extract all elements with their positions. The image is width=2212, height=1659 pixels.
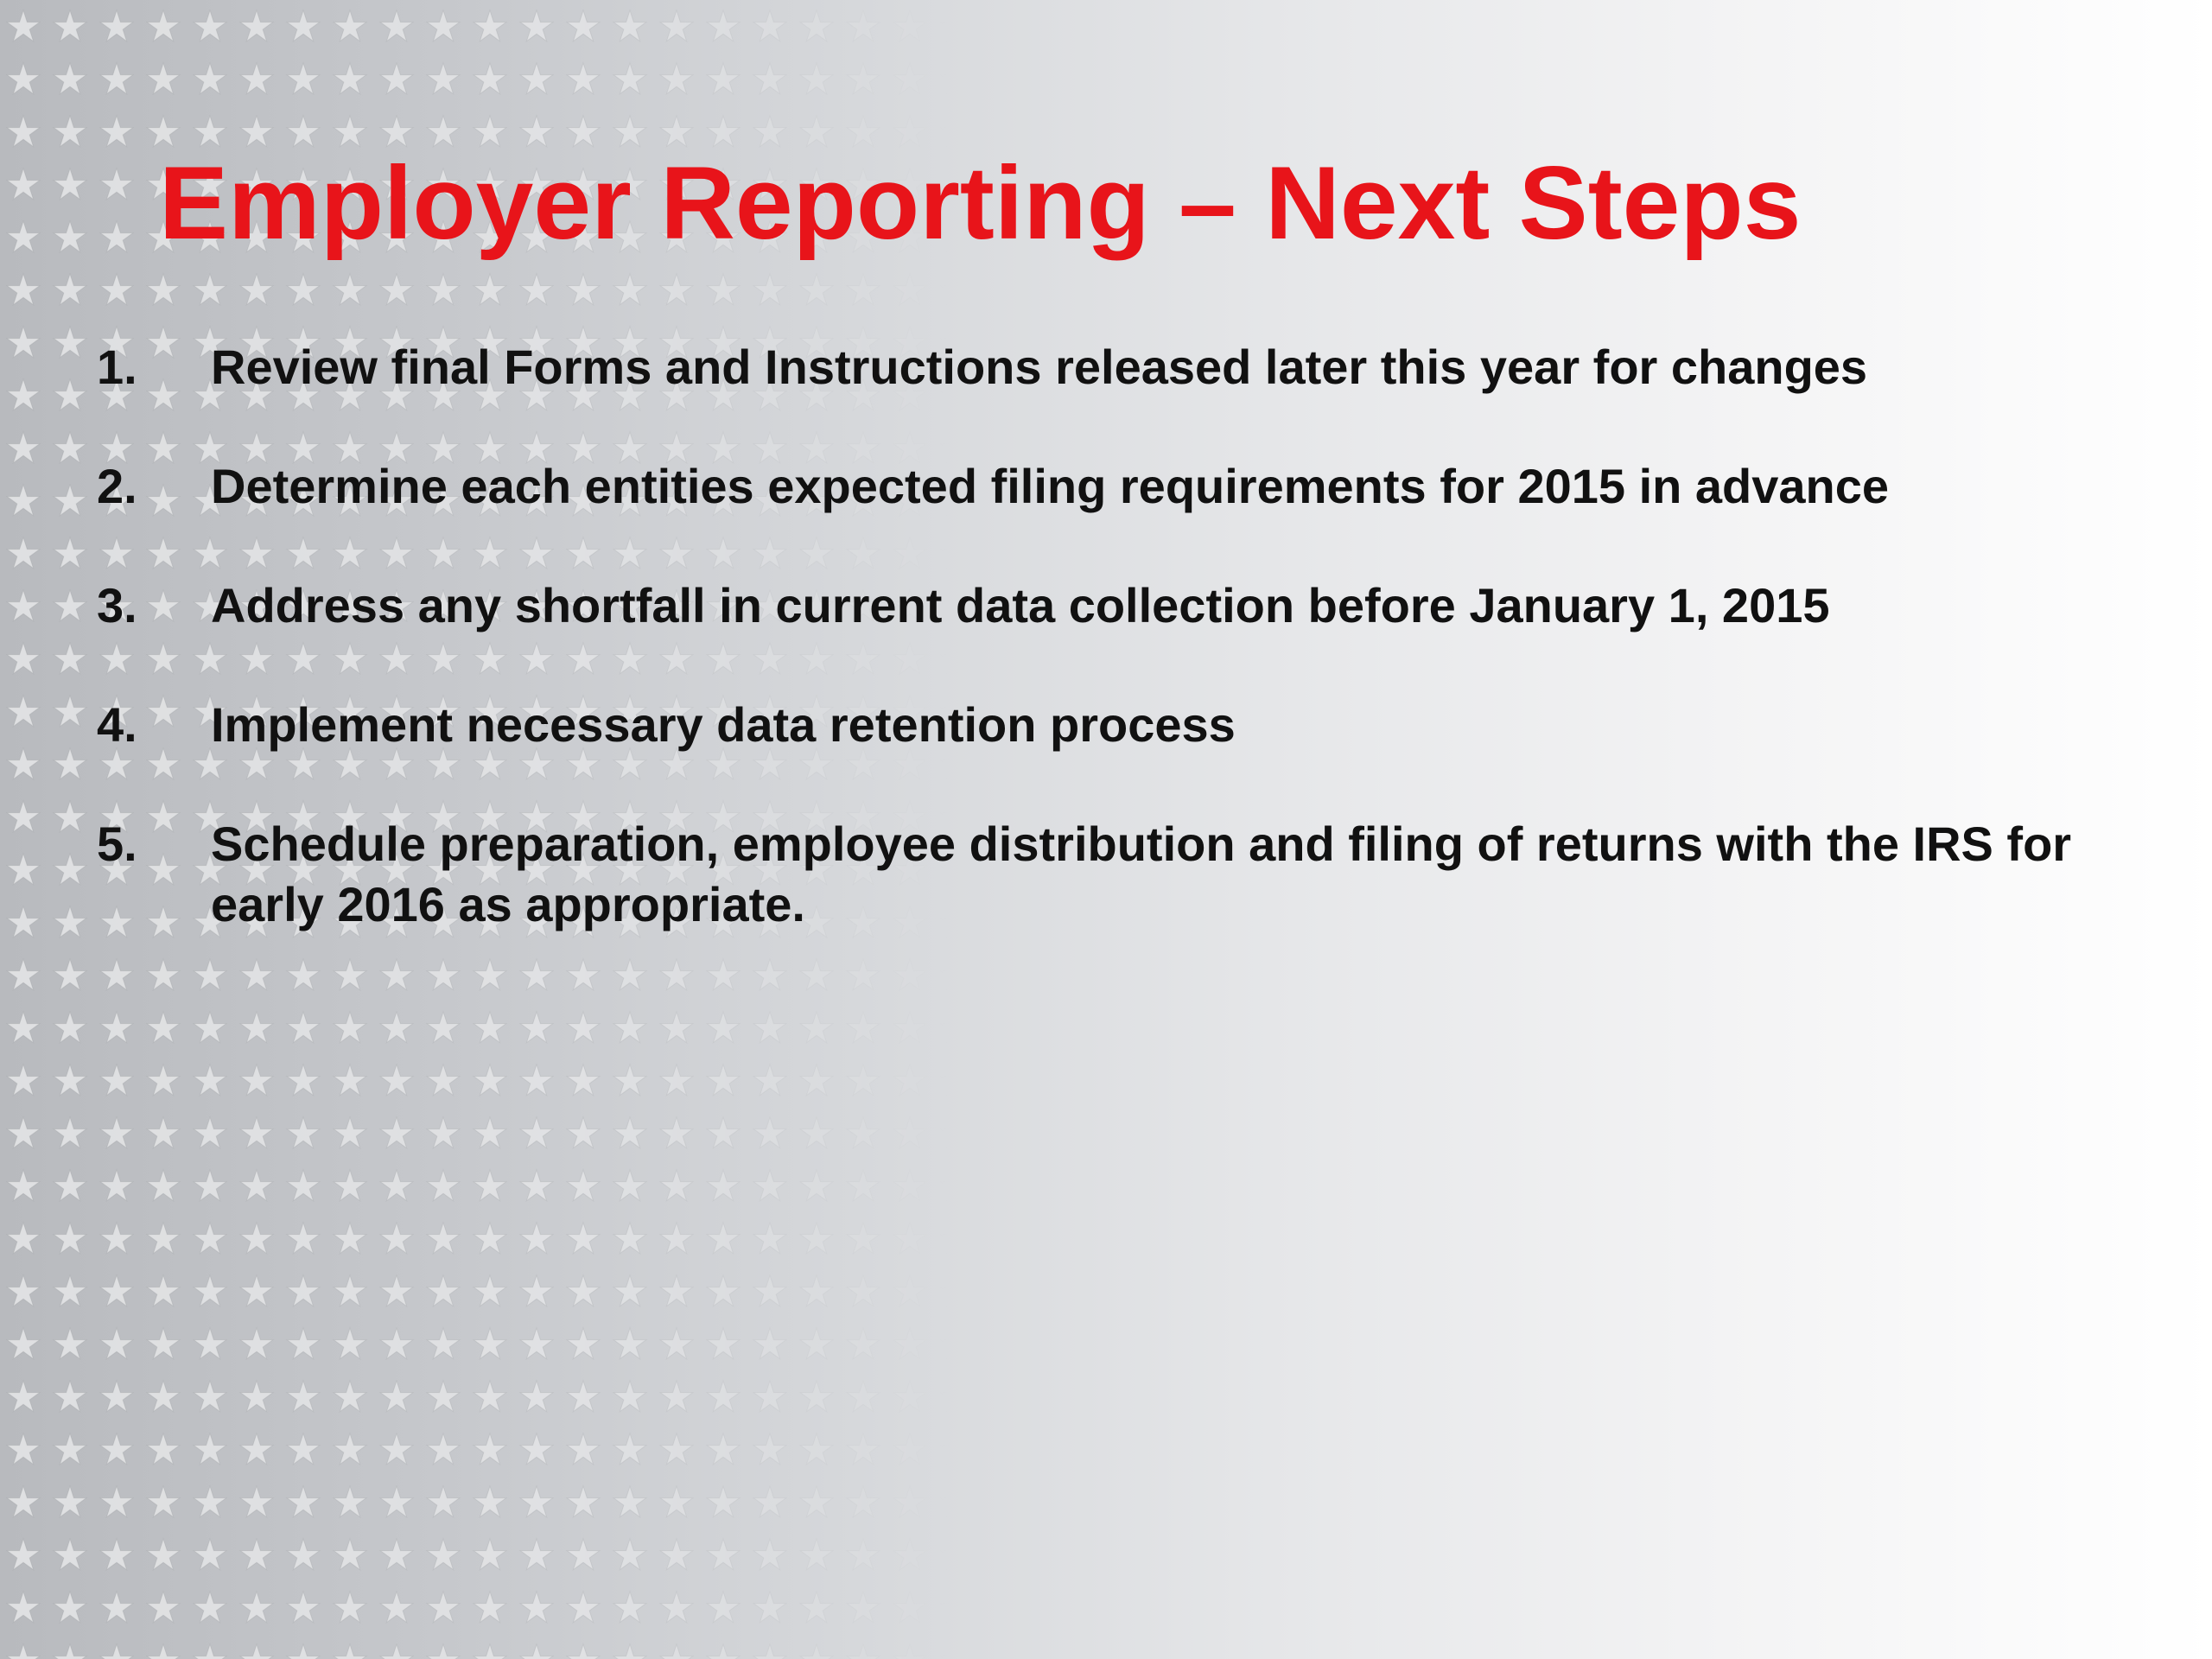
steps-list — [97, 337, 2188, 994]
list-item — [97, 814, 2188, 935]
step-number: 2. — [97, 459, 137, 513]
slide-title: Employer Reporting – Next Steps — [159, 145, 1802, 261]
list-item — [97, 456, 2188, 517]
step-number: 5. — [97, 817, 137, 871]
step-number: 3. — [97, 578, 137, 632]
list-item — [97, 575, 2188, 636]
step-number: 4. — [97, 697, 137, 752]
list-item — [97, 695, 2188, 755]
list-item — [97, 337, 2188, 397]
step-text: Review final Forms and Instructions released later this year for changes — [211, 340, 1868, 394]
step-text: Schedule preparation, employee distribution and filing of returns with the IRS for early 2016 as appropriate. — [211, 817, 2072, 931]
step-text: Determine each entities expected filing requirements for 2015 in advance — [211, 459, 1890, 513]
step-text: Address any shortfall in current data collection before January 1, 2015 — [211, 578, 1830, 632]
step-text: Implement necessary data retention process — [211, 697, 1236, 752]
step-number: 1. — [97, 340, 137, 394]
